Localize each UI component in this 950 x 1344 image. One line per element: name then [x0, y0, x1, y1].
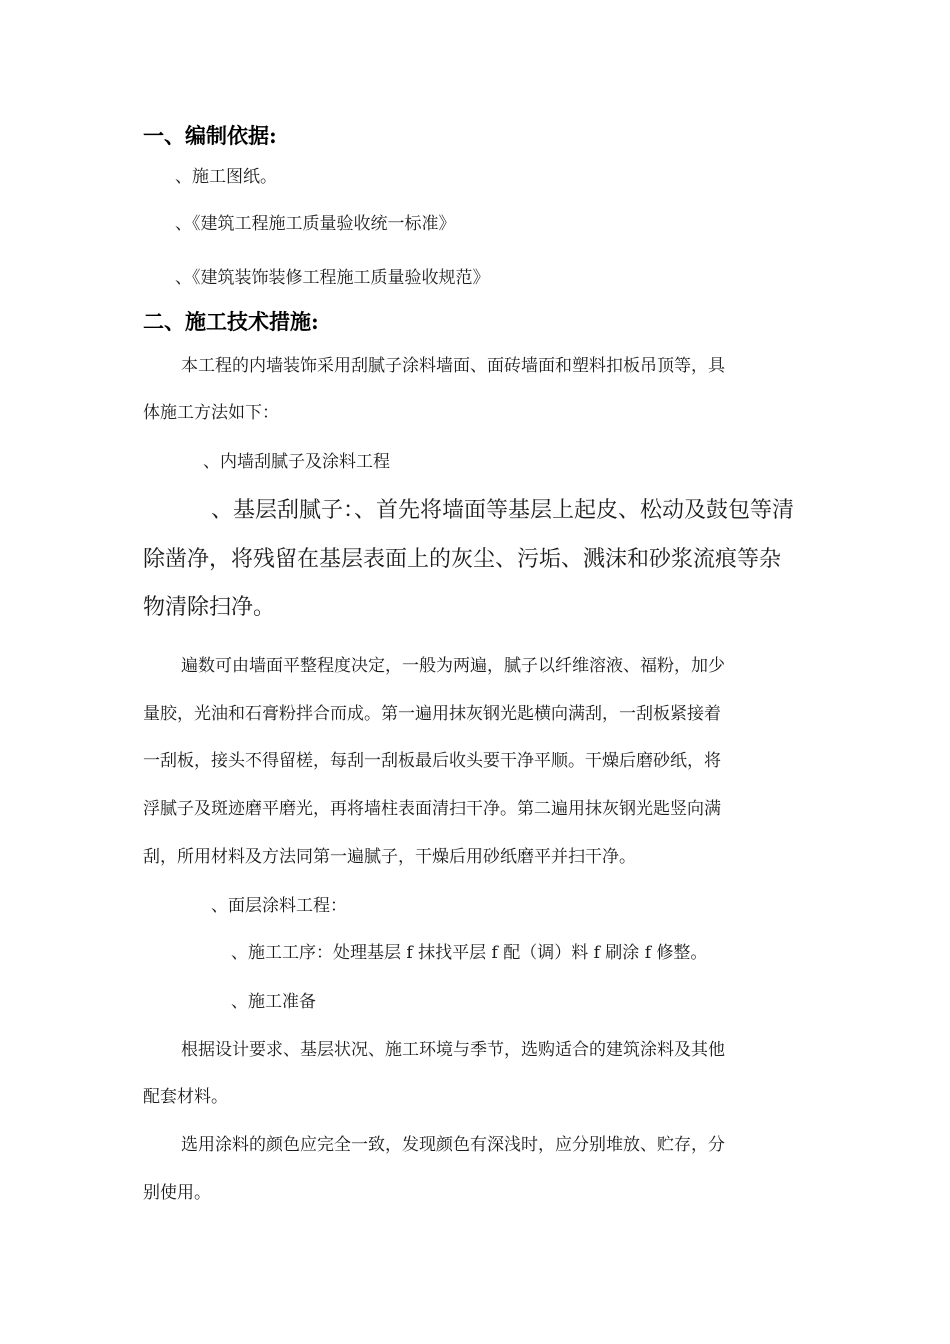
prep-heading: 、施工准备: [231, 992, 316, 1012]
process-steps-line: 、施工工序：处理基层 f 抹找平层 f 配（调）料 f 刷涂 f 修整。: [231, 943, 708, 963]
section-heading-measures: 二、施工技术措施:: [143, 309, 319, 334]
base-putty-line-1: 、基层刮腻子：、首先将墙面等基层上起皮、松动及鼓包等清: [211, 498, 795, 523]
basis-item-acceptance-standard: 、《建筑工程施工质量验收统一标准》: [175, 214, 456, 234]
sub-heading-putty-coating: 、内墙刮腻子及涂料工程: [203, 452, 390, 472]
basis-item-drawings: 、施工图纸。: [175, 167, 277, 187]
color-line-1: 选用涂料的颜色应完全一致，发现颜色有深浅时，应分别堆放、贮存，分: [181, 1135, 725, 1155]
coats-line-4: 浮腻子及斑迹磨平磨光，再将墙柱表面清扫干净。第二遍用抹灰钢光匙竖向满: [143, 799, 721, 819]
section-heading-basis: 一、编制依据:: [143, 123, 277, 148]
coats-line-3: 一刮板，接头不得留槎，每刮一刮板最后收头要干净平顺。干燥后磨砂纸，将: [143, 751, 721, 771]
coats-line-5: 刮，所用材料及方法同第一遍腻子，干燥后用砂纸磨平并扫干净。: [143, 847, 636, 867]
prep-line-1: 根据设计要求、基层状况、施工环境与季节，选购适合的建筑涂料及其他: [181, 1040, 725, 1060]
coats-line-2: 量胶，光油和石膏粉拌合而成。第一遍用抹灰钢光匙横向满刮，一刮板紧接着: [143, 704, 721, 724]
color-line-2: 别使用。: [143, 1183, 211, 1203]
sub-heading-finish-coating: 、面层涂料工程：: [211, 896, 347, 916]
intro-line-2: 体施工方法如下：: [143, 403, 279, 423]
prep-line-2: 配套材料。: [143, 1087, 228, 1107]
intro-line-1: 本工程的内墙装饰采用刮腻子涂料墙面、面砖墙面和塑料扣板吊顶等，具: [181, 356, 725, 376]
coats-line-1: 遍数可由墙面平整程度决定，一般为两遍，腻子以纤维溶液、福粉，加少: [181, 656, 725, 676]
base-putty-line-3: 物清除扫净。: [143, 595, 276, 620]
base-putty-line-2: 除凿净，将残留在基层表面上的灰尘、污垢、溅沫和砂浆流痕等杂: [143, 547, 782, 572]
basis-item-decoration-code: 、《建筑装饰装修工程施工质量验收规范》: [175, 268, 490, 288]
